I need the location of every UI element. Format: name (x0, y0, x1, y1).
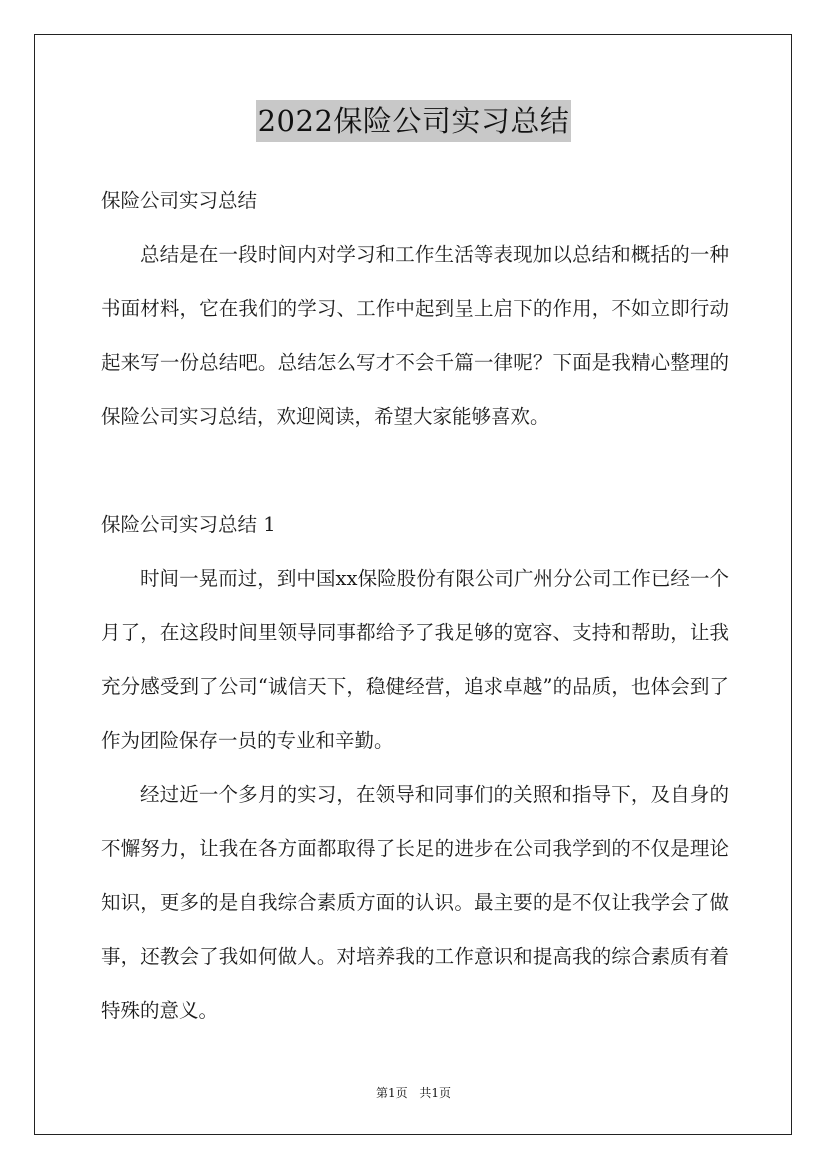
page-number-total: 共1页 (419, 1086, 452, 1100)
title-container (0, 100, 827, 142)
page-number-current: 第1页 (375, 1086, 408, 1100)
section1-heading: 保险公司实习总结 1 (101, 513, 276, 536)
document-title: 2022保险公司实习总结 (256, 100, 572, 142)
intro-heading: 保险公司实习总结 (101, 189, 258, 212)
section-spacer (101, 444, 729, 498)
document-body (101, 174, 729, 1038)
section1-paragraph-2: 经过近一个多月的实习，在领导和同事们的关照和指导下，及自身的不懈努力，让我在各方面都取得了长足的进步在公司我学到的不仅是理论知识，更多的是自我综合素质方面的认识。最主要的是不仅让我学会了做事，还教会了我如何做人。对培养我的工作意识和提高我的综合素质有着特殊的意义。 (101, 783, 729, 1022)
page-footer (0, 1084, 827, 1101)
intro-paragraph: 总结是在一段时间内对学习和工作生活等表现加以总结和概括的一种书面材料，它在我们的学习、工作中起到呈上启下的作用，不如立即行动起来写一份总结吧。总结怎么写才不会千篇一律呢？下面是我精心整理的保险公司实习总结，欢迎阅读，希望大家能够喜欢。 (101, 243, 729, 428)
section1-paragraph-1: 时间一晃而过，到中国xx保险股份有限公司广州分公司工作已经一个月了，在这段时间里领导同事都给予了我足够的宽容、支持和帮助，让我充分感受到了公司“诚信天下，稳健经营，追求卓越”的品质，也体会到了作为团险保存一员的专业和辛勤。 (101, 567, 729, 752)
